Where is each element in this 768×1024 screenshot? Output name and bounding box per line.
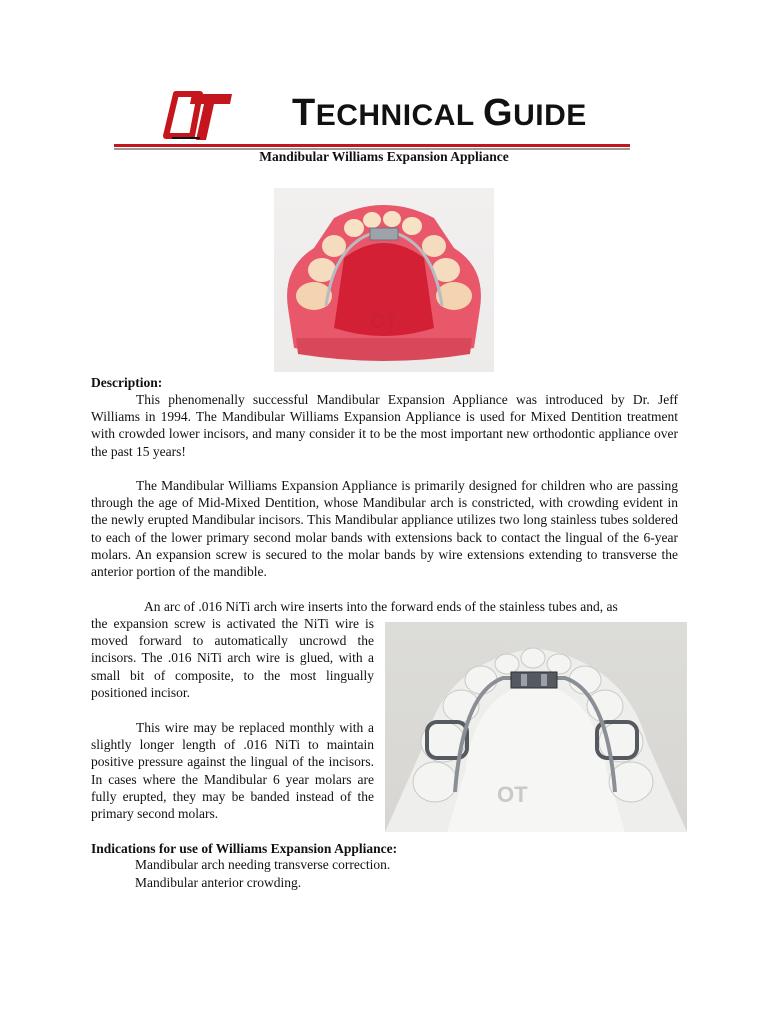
list-item: Mandibular arch needing transverse correction. bbox=[135, 857, 391, 872]
paragraph-1: This phenomenally successful Mandibular Expansion Appliance was introduced by Dr. Jeff Williams in 1994. The Mandibular Williams Expansion Appliance is used for Mixed Dentition treatment with crowded lower incisors, and many consider it to be the most important new orthodontic appliance over the past 15 years! bbox=[91, 392, 678, 459]
indications-heading: Indications for use of Williams Expansion Appliance: bbox=[91, 841, 398, 856]
ot-logo-icon bbox=[156, 86, 234, 144]
paragraph-3-first-line: An arc of .016 NiTi arch wire inserts into the forward ends of the stainless tubes and, as bbox=[144, 599, 618, 614]
technical-guide-title: TECHNICAL GUIDE bbox=[292, 92, 587, 134]
document-title: Mandibular Williams Expansion Appliance bbox=[259, 149, 509, 164]
appliance-photo-stone-model bbox=[385, 622, 687, 832]
paragraph-3: the expansion screw is activated the NiTi wire is moved forward to automatically uncrowd the incisors. The .016 NiTi arch wire is glued, with a small bit of composite, to the most lingually positioned incisor. bbox=[91, 616, 374, 700]
photo2-watermark: OT bbox=[497, 782, 528, 807]
paragraph-4: This wire may be replaced monthly with a slightly longer length of .016 NiTi to maintain positive pressure against the lingual of the incisors. In cases where the Mandibular 6 year molars are fully erupted, they may be banded instead of the primary second molars. bbox=[91, 720, 374, 822]
description-heading: Description: bbox=[91, 375, 163, 390]
header bbox=[112, 82, 656, 152]
appliance-photo-red-model bbox=[274, 188, 494, 372]
list-item: Mandibular anterior crowding. bbox=[135, 875, 302, 890]
header-red-rule bbox=[114, 144, 630, 147]
paragraph-2: The Mandibular Williams Expansion Appliance is primarily designed for children who are passing through the age of Mid-Mixed Dentition, whose Mandibular arch is constricted, with crowding evident in the newly erupted Mandibular incisors. This Mandibular appliance utilizes two long stainless tubes soldered to each of the lower primary second molar bands with extensions back to contact the lingual of the 6-year molars. An expansion screw is secured to the molar bands by wire extensions extending to transverse the anterior portion of the mandible. bbox=[91, 478, 678, 580]
photo1-watermark: OT bbox=[370, 311, 398, 333]
